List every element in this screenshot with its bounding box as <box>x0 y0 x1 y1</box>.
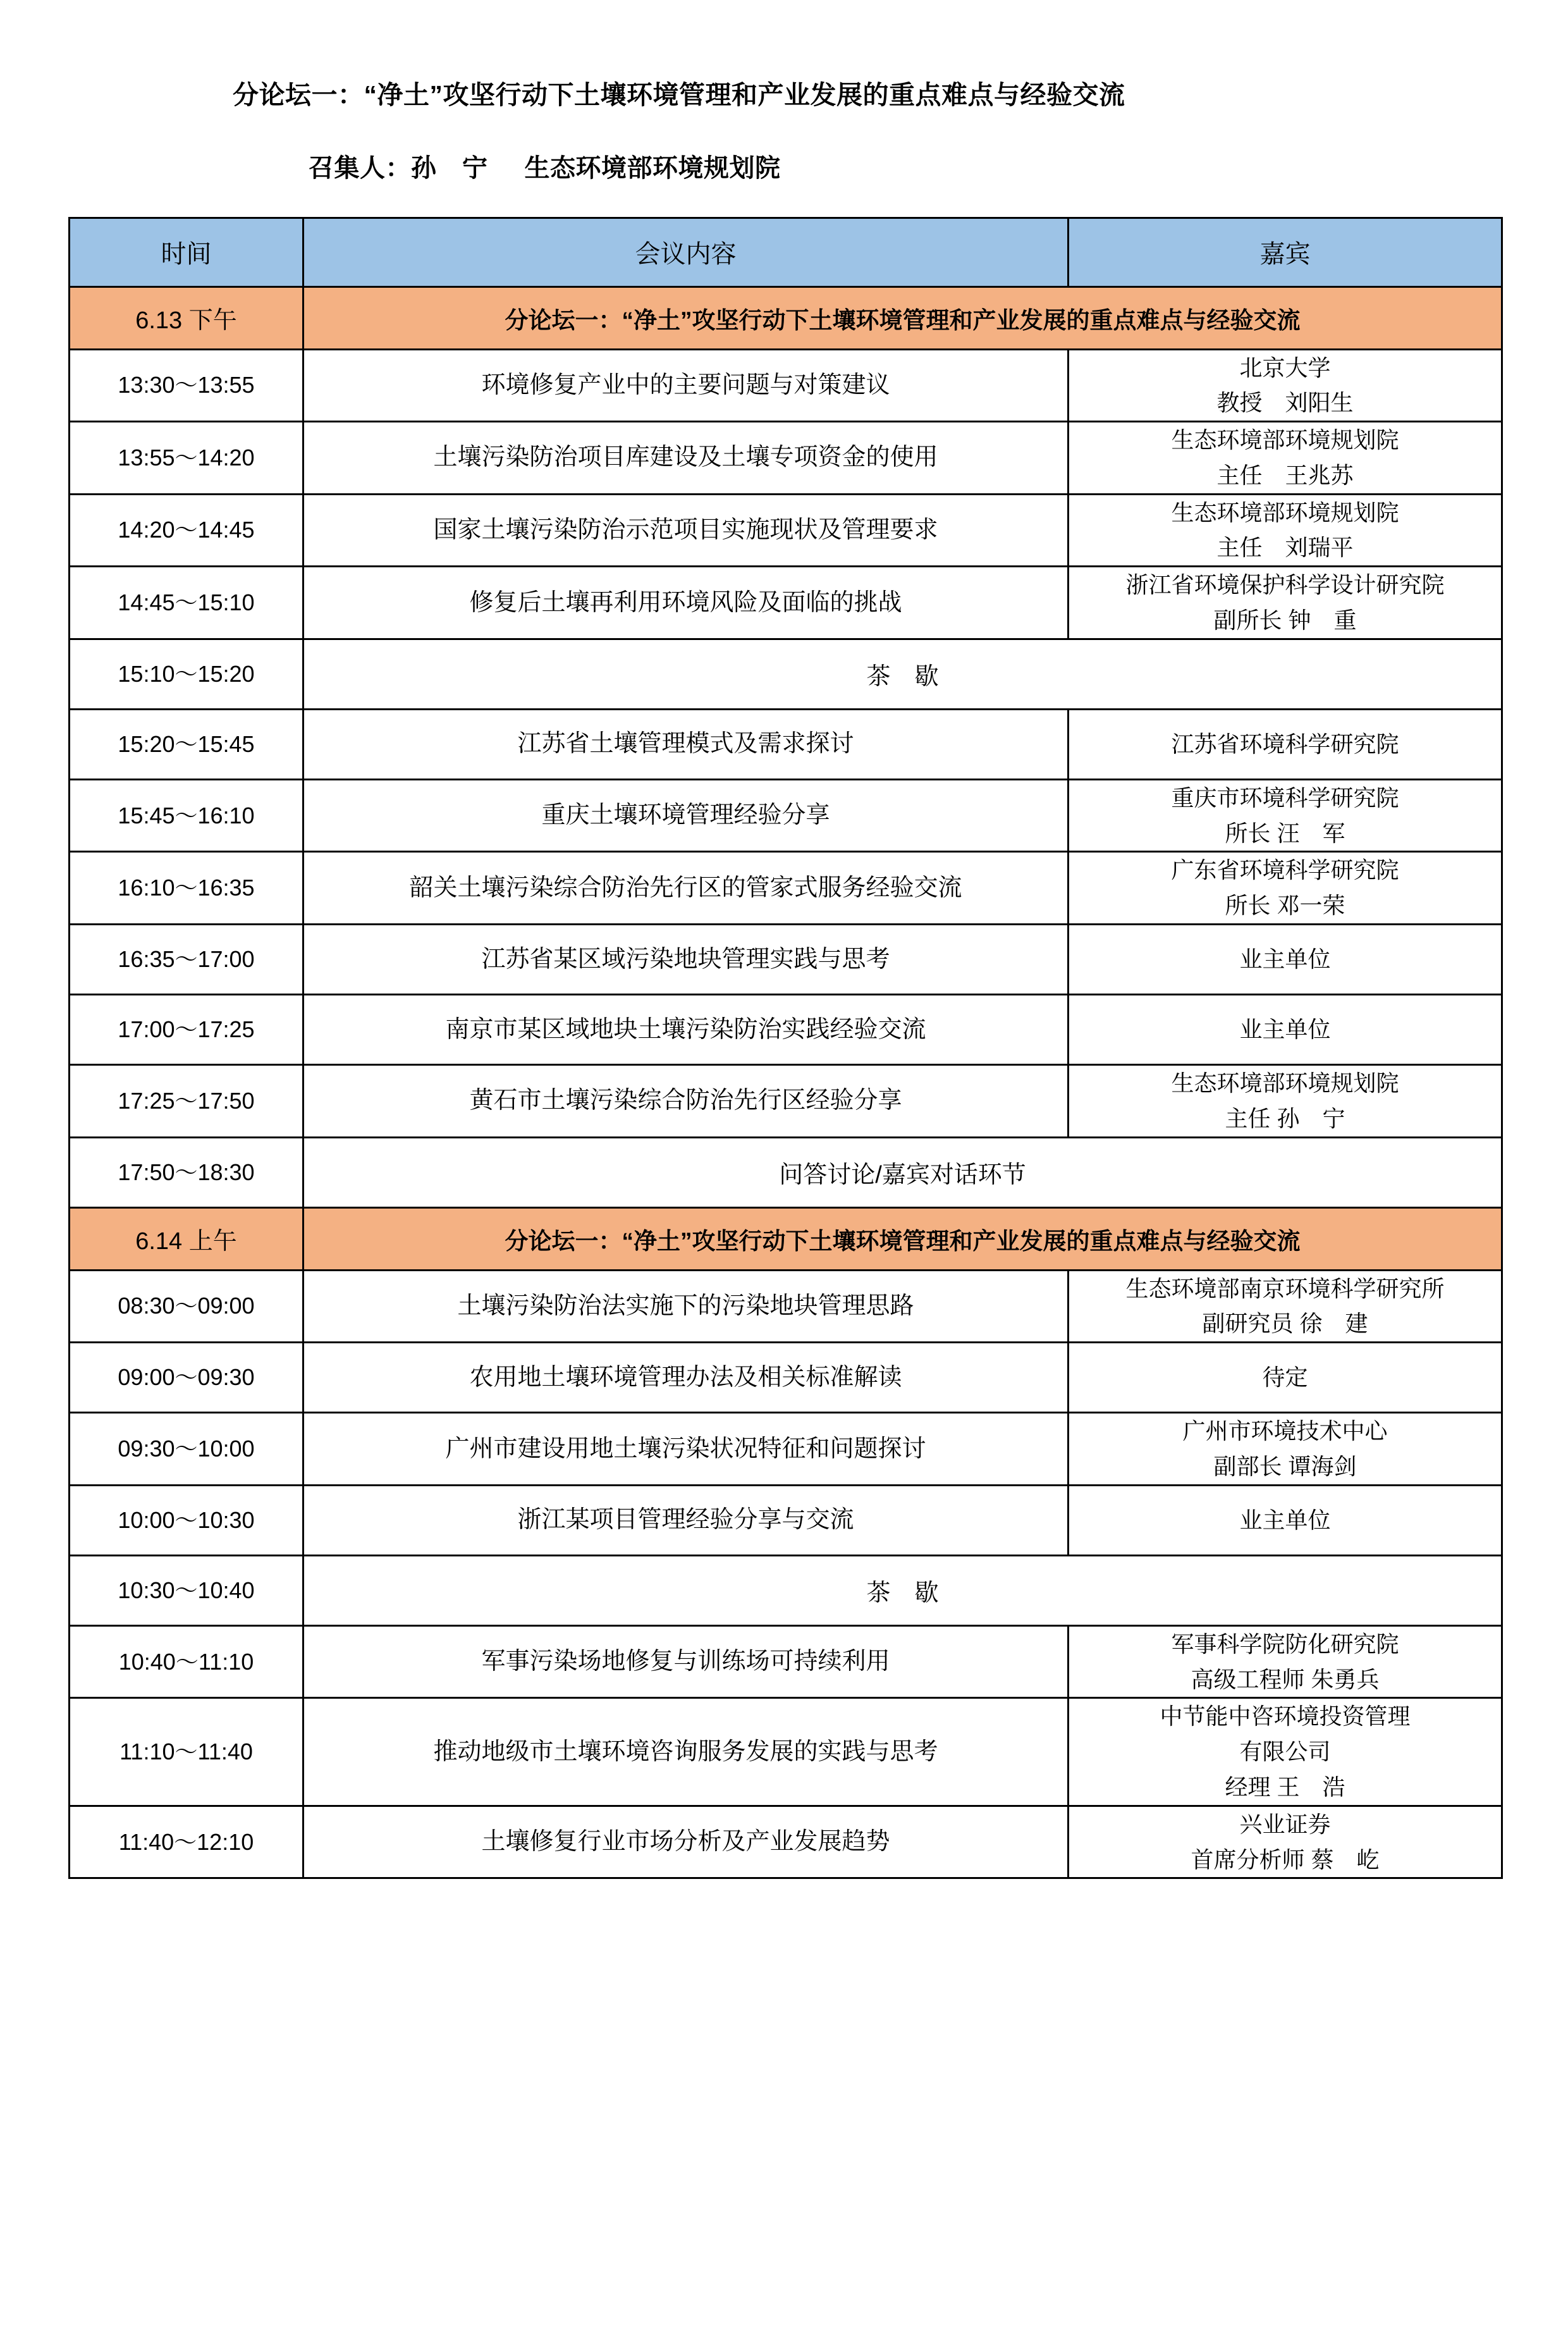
table-row <box>70 639 1502 709</box>
row-guest-line: 兴业证券 <box>1239 1811 1331 1837</box>
row-content-merged: 茶 歇 <box>303 1555 1502 1625</box>
row-guest-line: 生态环境部环境规划院 <box>1171 499 1399 526</box>
row-content: 江苏省某区域污染地块管理实践与思考 <box>303 925 1069 995</box>
row-guest <box>1069 1065 1502 1138</box>
row-time: 09:30～10:00 <box>70 1413 303 1486</box>
row-content: 重庆土壤环境管理经验分享 <box>303 779 1069 852</box>
row-guest-line: 所长 邓一荣 <box>1225 892 1345 919</box>
convener-org: 生态环境部环境规划院 <box>524 154 781 182</box>
table-row <box>70 1065 1502 1138</box>
row-guest <box>1069 1485 1502 1555</box>
row-guest <box>1069 567 1502 639</box>
table-header <box>70 218 1502 286</box>
row-guest-line: 北京大学 <box>1239 354 1331 381</box>
column-header-time: 时间 <box>70 218 303 286</box>
convener-name: 孙 宁 <box>411 154 488 182</box>
table-row <box>70 1806 1502 1878</box>
column-header-guest: 嘉宾 <box>1069 218 1502 286</box>
section-title: 分论坛一：“净土”攻坚行动下土壤环境管理和产业发展的重点难点与经验交流 <box>303 286 1502 349</box>
row-content: 南京市某区域地块土壤污染防治实践经验交流 <box>303 995 1069 1065</box>
agenda-table <box>68 217 1503 1880</box>
row-content: 江苏省土壤管理模式及需求探讨 <box>303 709 1069 779</box>
table-row <box>70 1270 1502 1343</box>
section-title: 分论坛一：“净土”攻坚行动下土壤环境管理和产业发展的重点难点与经验交流 <box>303 1207 1502 1270</box>
row-guest-line: 主任 刘瑞平 <box>1216 534 1354 561</box>
row-time: 13:30～13:55 <box>70 349 303 422</box>
row-guest <box>1069 1270 1502 1343</box>
row-content: 韶关土壤污染综合防治先行区的管家式服务经验交流 <box>303 852 1069 925</box>
row-content-merged: 问答讨论/嘉宾对话环节 <box>303 1137 1502 1207</box>
row-time: 10:40～11:10 <box>70 1625 303 1698</box>
row-guest <box>1069 995 1502 1065</box>
row-content: 推动地级市土壤环境咨询服务发展的实践与思考 <box>303 1698 1069 1806</box>
row-guest-line: 重庆市环境科学研究院 <box>1171 784 1399 811</box>
row-guest-line: 副所长 钟 重 <box>1213 607 1357 634</box>
row-guest <box>1069 925 1502 995</box>
row-time: 16:10～16:35 <box>70 852 303 925</box>
row-guest-line: 主任 王兆苏 <box>1216 462 1354 488</box>
row-time: 11:10～11:40 <box>70 1698 303 1806</box>
row-content: 军事污染场地修复与训练场可持续利用 <box>303 1625 1069 1698</box>
table-row <box>70 1698 1502 1806</box>
row-content: 环境修复产业中的主要问题与对策建议 <box>303 349 1069 422</box>
row-guest <box>1069 1625 1502 1698</box>
row-guest-line: 教授 刘阳生 <box>1216 390 1354 416</box>
table-body <box>70 286 1502 1878</box>
table-row <box>70 779 1502 852</box>
table-row <box>70 349 1502 422</box>
row-time: 08:30～09:00 <box>70 1270 303 1343</box>
row-guest <box>1069 494 1502 567</box>
row-time: 17:25～17:50 <box>70 1065 303 1138</box>
row-content: 浙江某项目管理经验分享与交流 <box>303 1485 1069 1555</box>
row-guest <box>1069 1343 1502 1413</box>
row-guest-line: 有限公司 <box>1239 1739 1331 1765</box>
row-guest-line: 生态环境部南京环境科学研究所 <box>1125 1275 1445 1302</box>
table-row <box>70 709 1502 779</box>
table-row <box>70 1343 1502 1413</box>
row-guest <box>1069 779 1502 852</box>
row-content: 国家土壤污染防治示范项目实施现状及管理要求 <box>303 494 1069 567</box>
row-guest-line: 经理 王 浩 <box>1225 1774 1345 1801</box>
row-time: 17:00～17:25 <box>70 995 303 1065</box>
row-guest-line: 待定 <box>1262 1364 1308 1391</box>
row-guest-line: 江苏省环境科学研究院 <box>1171 730 1399 757</box>
table-row <box>70 422 1502 495</box>
row-content: 农用地土壤环境管理办法及相关标准解读 <box>303 1343 1069 1413</box>
table-row <box>70 1413 1502 1486</box>
row-guest-line: 广州市环境技术中心 <box>1182 1418 1388 1444</box>
row-guest-line: 副部长 谭海剑 <box>1213 1453 1357 1480</box>
row-time: 17:50～18:30 <box>70 1137 303 1207</box>
row-guest <box>1069 422 1502 495</box>
table-row <box>70 852 1502 925</box>
table-row <box>70 1625 1502 1698</box>
row-time: 10:30～10:40 <box>70 1555 303 1625</box>
convener-line <box>68 148 1500 184</box>
row-content: 土壤修复行业市场分析及产业发展趋势 <box>303 1806 1069 1878</box>
row-time: 16:35～17:00 <box>70 925 303 995</box>
row-time: 14:45～15:10 <box>70 567 303 639</box>
table-row <box>70 1555 1502 1625</box>
row-time: 10:00～10:30 <box>70 1485 303 1555</box>
row-guest-line: 业主单位 <box>1239 946 1331 973</box>
row-time: 15:45～16:10 <box>70 779 303 852</box>
table-row <box>70 925 1502 995</box>
row-guest-line: 浙江省环境保护科学设计研究院 <box>1125 572 1445 598</box>
row-time: 15:20～15:45 <box>70 709 303 779</box>
convener-label: 召集人： <box>309 154 411 182</box>
row-content: 广州市建设用地土壤污染状况特征和问题探讨 <box>303 1413 1069 1486</box>
row-guest-line: 高级工程师 朱勇兵 <box>1191 1666 1380 1692</box>
table-row <box>70 494 1502 567</box>
row-guest-line: 生态环境部环境规划院 <box>1171 1070 1399 1097</box>
row-guest-line: 业主单位 <box>1239 1506 1331 1533</box>
page-title: 分论坛一：“净土”攻坚行动下土壤环境管理和产业发展的重点难点与经验交流 <box>233 80 1125 109</box>
header-row <box>70 218 1502 286</box>
row-guest-line: 主任 孙 宁 <box>1225 1105 1345 1131</box>
row-guest <box>1069 1413 1502 1486</box>
table-row <box>70 1485 1502 1555</box>
row-guest-line: 所长 汪 军 <box>1225 820 1345 846</box>
section-time: 6.13 下午 <box>70 286 303 349</box>
row-guest-line: 中节能中咨环境投资管理 <box>1160 1703 1411 1730</box>
row-guest <box>1069 349 1502 422</box>
row-guest <box>1069 1806 1502 1878</box>
row-content: 黄石市土壤污染综合防治先行区经验分享 <box>303 1065 1069 1138</box>
row-guest <box>1069 852 1502 925</box>
row-guest-line: 军事科学院防化研究院 <box>1171 1630 1399 1657</box>
table-row <box>70 567 1502 639</box>
row-time: 11:40～12:10 <box>70 1806 303 1878</box>
table-row <box>70 995 1502 1065</box>
row-guest-line: 广东省环境科学研究院 <box>1171 857 1399 884</box>
row-guest-line: 业主单位 <box>1239 1016 1331 1043</box>
row-content: 土壤污染防治法实施下的污染地块管理思路 <box>303 1270 1069 1343</box>
table-row <box>70 1137 1502 1207</box>
row-content: 土壤污染防治项目库建设及土壤专项资金的使用 <box>303 422 1069 495</box>
row-time: 09:00～09:30 <box>70 1343 303 1413</box>
section-time: 6.14 上午 <box>70 1207 303 1270</box>
row-guest-line: 首席分析师 蔡 屹 <box>1191 1846 1380 1873</box>
column-header-content: 会议内容 <box>303 218 1069 286</box>
row-content: 修复后土壤再利用环境风险及面临的挑战 <box>303 567 1069 639</box>
row-content-merged: 茶 歇 <box>303 639 1502 709</box>
row-guest <box>1069 709 1502 779</box>
row-time: 13:55～14:20 <box>70 422 303 495</box>
row-guest <box>1069 1698 1502 1806</box>
row-guest-line: 副研究员 徐 建 <box>1202 1310 1368 1337</box>
row-guest-line: 生态环境部环境规划院 <box>1171 427 1399 453</box>
row-time: 15:10～15:20 <box>70 639 303 709</box>
row-time: 14:20～14:45 <box>70 494 303 567</box>
table-section-row <box>70 286 1502 349</box>
table-section-row <box>70 1207 1502 1270</box>
